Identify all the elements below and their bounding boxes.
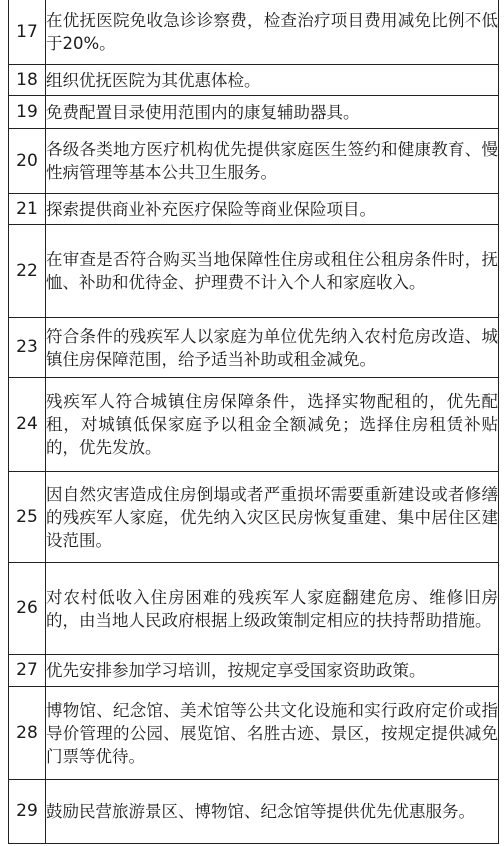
row-text: 博物馆、纪念馆、美术馆等公共文化设施和实行政府定价或指导价管理的公园、展览馆、名胜古迹、景区，按规定提供减免门票等优待。 <box>46 687 499 780</box>
row-number: 17 <box>9 0 46 65</box>
row-number: 18 <box>9 65 46 96</box>
table-row <box>9 472 499 563</box>
table-row <box>9 194 499 225</box>
table-row <box>9 0 499 65</box>
row-text: 各级各类地方医疗机构优先提供家庭医生签约和健康教育、慢性病管理等基本公共卫生服务。 <box>46 129 499 194</box>
row-text: 优先安排参加学习培训，按规定享受国家资助政策。 <box>46 655 499 687</box>
row-text: 免费配置目录使用范围内的康复辅助器具。 <box>46 96 499 129</box>
row-text: 对农村低收入住房困难的残疾军人家庭翻建危房、维修旧房的，由当地人民政府根据上级政策制定相应的扶持帮助措施。 <box>46 563 499 655</box>
row-number: 19 <box>9 96 46 129</box>
table-row <box>9 563 499 655</box>
policy-table <box>8 0 499 844</box>
row-number: 22 <box>9 225 46 318</box>
row-text: 探索提供商业补充医疗保险等商业保险项目。 <box>46 194 499 225</box>
table-row <box>9 687 499 780</box>
table-row <box>9 65 499 96</box>
table-row <box>9 655 499 687</box>
table-row <box>9 96 499 129</box>
row-number: 20 <box>9 129 46 194</box>
table-row <box>9 378 499 472</box>
table-row <box>9 318 499 378</box>
row-text: 在优抚医院免收急诊诊察费，检查治疗项目费用减免比例不低于20%。 <box>46 0 499 65</box>
row-number: 26 <box>9 563 46 655</box>
row-text: 残疾军人符合城镇住房保障条件，选择实物配租的，优先配租，对城镇低保家庭予以租金全额减免；选择住房租赁补贴的，优先发放。 <box>46 378 499 472</box>
row-number: 29 <box>9 780 46 844</box>
row-number: 28 <box>9 687 46 780</box>
row-number: 27 <box>9 655 46 687</box>
row-number: 25 <box>9 472 46 563</box>
table-row <box>9 225 499 318</box>
row-number: 24 <box>9 378 46 472</box>
row-text: 组织优抚医院为其优惠体检。 <box>46 65 499 96</box>
row-number: 23 <box>9 318 46 378</box>
row-text: 鼓励民营旅游景区、博物馆、纪念馆等提供优先优惠服务。 <box>46 780 499 844</box>
row-text: 在审查是否符合购买当地保障性住房或租住公租房条件时，抚恤、补助和优待金、护理费不计入个人和家庭收入。 <box>46 225 499 318</box>
row-text: 因自然灾害造成住房倒塌或者严重损坏需要重新建设或者修缮的残疾军人家庭，优先纳入灾区民房恢复重建、集中居住区建设范围。 <box>46 472 499 563</box>
row-number: 21 <box>9 194 46 225</box>
row-text: 符合条件的残疾军人以家庭为单位优先纳入农村危房改造、城镇住房保障范围，给予适当补助或租金减免。 <box>46 318 499 378</box>
table-row <box>9 129 499 194</box>
table-row <box>9 780 499 844</box>
